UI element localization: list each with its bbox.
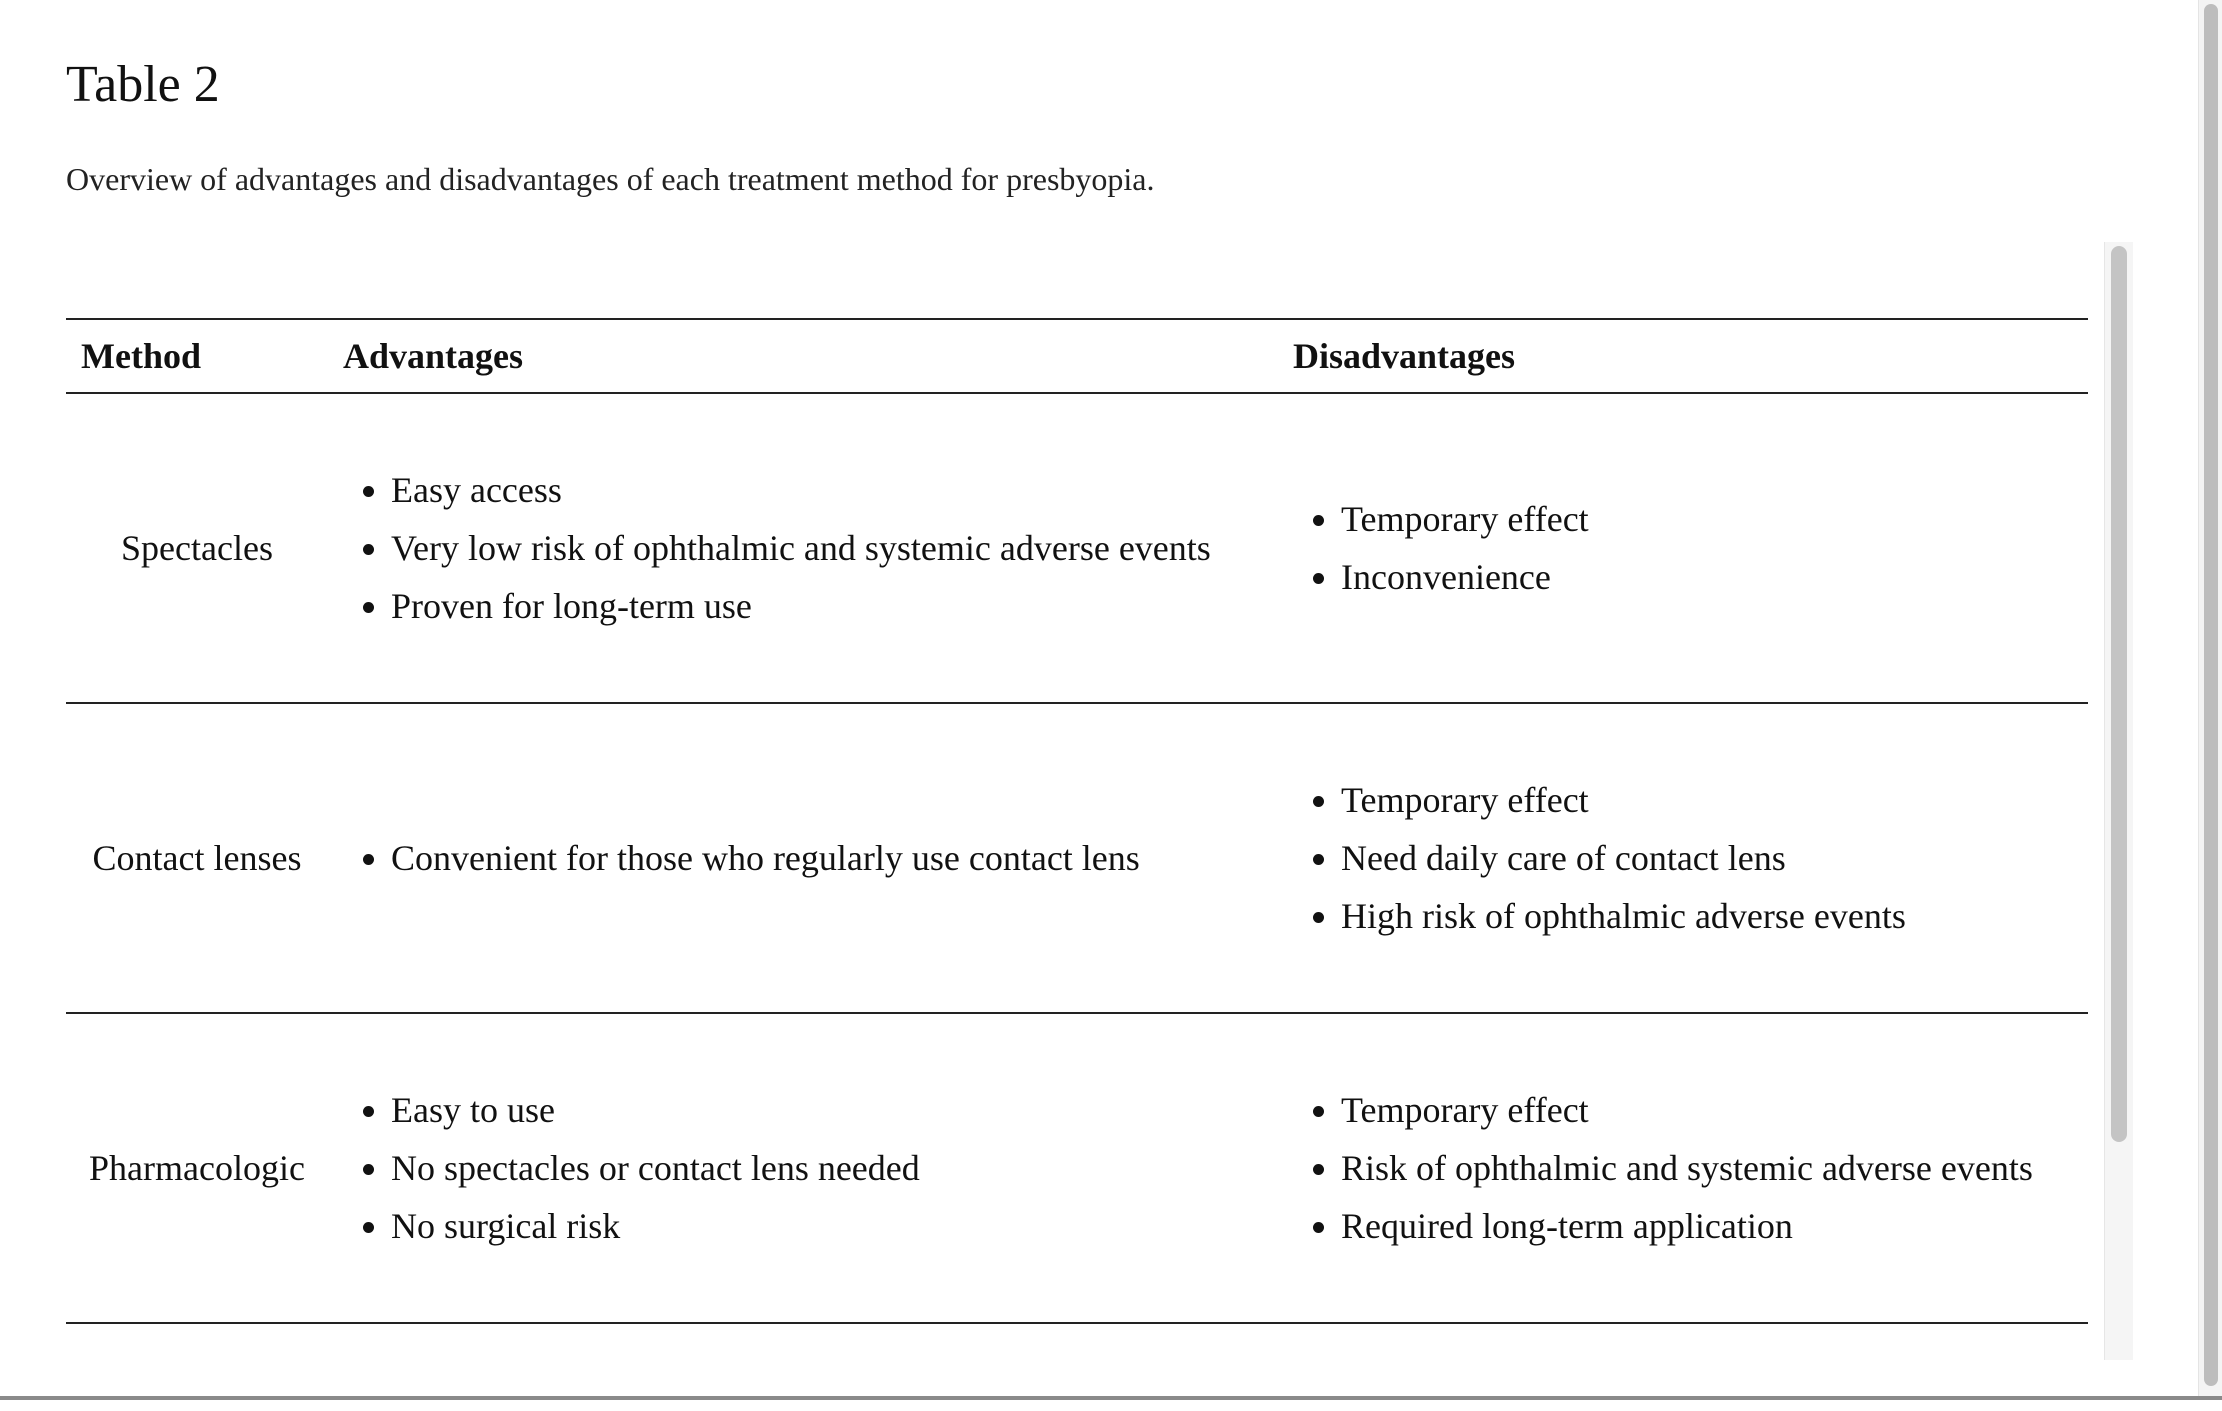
disadvantages-cell — [1278, 393, 2088, 703]
list-item: • Temporary effect — [1341, 771, 2073, 829]
advantages-cell — [328, 393, 1278, 703]
advantages-cell — [328, 703, 1278, 1013]
window-scrollbar-thumb[interactable] — [2204, 4, 2218, 1386]
table-title: Table 2 — [66, 56, 220, 113]
advantages-list — [343, 1081, 1263, 1255]
table-container — [66, 318, 2088, 1324]
header-disadvantages: Disadvantages — [1278, 319, 2088, 393]
treatment-table — [66, 318, 2088, 1324]
list-item: • No spectacles or contact lens needed — [391, 1139, 1263, 1197]
table-row — [66, 393, 2088, 703]
disadvantages-cell — [1278, 1013, 2088, 1323]
list-item: • Proven for long-term use — [391, 577, 1263, 635]
method-cell: Pharmacologic — [66, 1013, 328, 1323]
list-item: • Easy access — [391, 461, 1263, 519]
list-item: • High risk of ophthalmic adverse events — [1341, 887, 2073, 945]
method-cell: Spectacles — [66, 393, 328, 703]
window-bottom-border — [0, 1396, 2222, 1400]
advantages-cell — [328, 1013, 1278, 1323]
list-item: • Need daily care of contact lens — [1341, 829, 2073, 887]
list-item: • Temporary effect — [1341, 490, 2073, 548]
table-header-row — [66, 319, 2088, 393]
disadvantages-list — [1293, 490, 2073, 606]
table-scrollbar[interactable] — [2104, 242, 2133, 1360]
window-scrollbar[interactable] — [2198, 0, 2222, 1400]
list-item: • No surgical risk — [391, 1197, 1263, 1255]
list-item: • Inconvenience — [1341, 548, 2073, 606]
header-advantages: Advantages — [328, 319, 1278, 393]
table-row — [66, 1013, 2088, 1323]
method-cell: Contact lenses — [66, 703, 328, 1013]
disadvantages-list — [1293, 1081, 2073, 1255]
advantages-list — [343, 461, 1263, 635]
disadvantages-list — [1293, 771, 2073, 945]
list-item: • Easy to use — [391, 1081, 1263, 1139]
list-item: • Convenient for those who regularly use contact lens — [391, 829, 1263, 887]
table-scrollbar-thumb[interactable] — [2111, 246, 2127, 1142]
disadvantages-cell — [1278, 703, 2088, 1013]
table-caption: Overview of advantages and disadvantages of each treatment method for presbyopia. — [66, 161, 1155, 197]
table-row — [66, 703, 2088, 1013]
list-item: • Temporary effect — [1341, 1081, 2073, 1139]
list-item: • Required long-term application — [1341, 1197, 2073, 1255]
advantages-list — [343, 829, 1263, 887]
list-item: • Risk of ophthalmic and systemic adverse events — [1341, 1139, 2073, 1197]
header-method: Method — [66, 319, 328, 393]
list-item: • Very low risk of ophthalmic and systemic adverse events — [391, 519, 1263, 577]
